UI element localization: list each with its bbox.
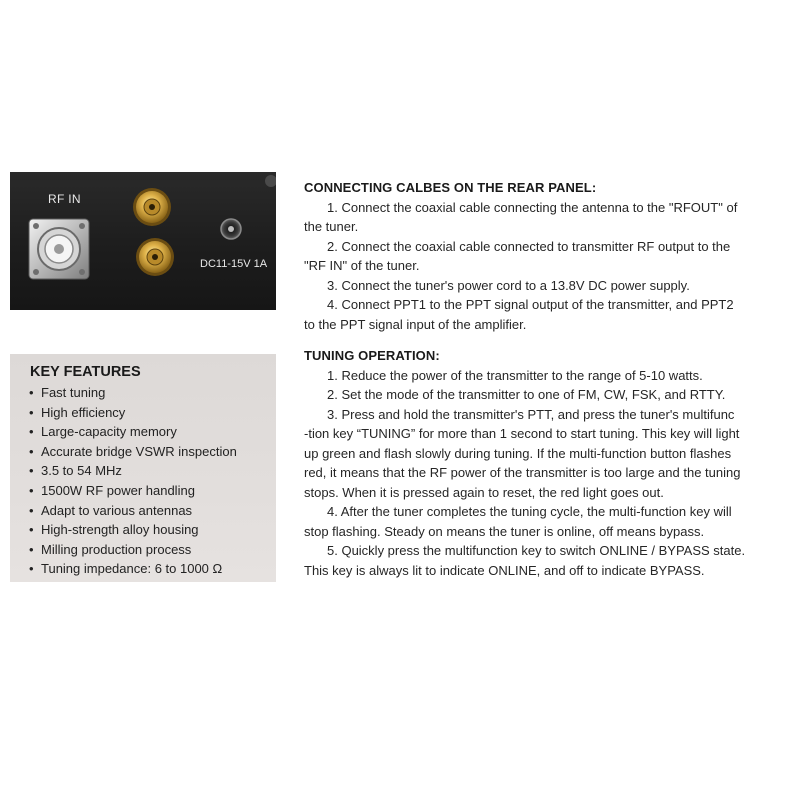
feature-item bbox=[28, 559, 237, 579]
feature-text: Accurate bridge VSWR inspection bbox=[41, 443, 237, 459]
feature-text: Tuning impedance: 6 to 1000 Ω bbox=[41, 561, 223, 577]
screw-icon bbox=[265, 175, 276, 187]
rear-panel-heading: CONNECTING CALBES ON THE REAR PANEL: bbox=[304, 180, 597, 195]
step-line: 3. Connect the tuner's power cord to a 13.8V DC power supply. bbox=[327, 277, 690, 293]
step-line: 2. Set the mode of the transmitter to one of FM, CW, FSK, and RTTY. bbox=[327, 387, 726, 402]
dc-power-jack-icon bbox=[221, 219, 241, 239]
bullet-icon: • bbox=[29, 404, 34, 420]
step-line: 2. Connect the coaxial cable connected to transmitter RF output to the bbox=[327, 238, 731, 254]
feature-text: 3.5 to 54 MHz bbox=[41, 463, 122, 479]
dc-rating-label: DC11-15V 1A bbox=[200, 258, 268, 270]
step-line: stops. When it is pressed again to reset, the red light goes out. bbox=[304, 484, 664, 500]
step-line: up green and flash slowly during tuning. If the multi-function button flashes bbox=[304, 445, 732, 461]
feature-item bbox=[28, 403, 237, 423]
step-line: red, it means that the RF power of the transmitter is too large and the tuning bbox=[304, 465, 741, 480]
feature-item bbox=[28, 461, 237, 481]
step-line: -tion key “TUNING” for more than 1 second to start tuning. This key will light bbox=[304, 426, 740, 441]
feature-text: High-strength alloy housing bbox=[41, 522, 199, 538]
rca-connector-top-icon bbox=[133, 188, 171, 226]
step-line: 5. Quickly press the multifunction key to switch ONLINE / BYPASS state. bbox=[327, 543, 746, 558]
feature-item bbox=[28, 383, 237, 403]
bullet-icon: • bbox=[29, 424, 34, 440]
bullet-icon: • bbox=[29, 443, 34, 459]
rear-panel-photo bbox=[10, 172, 276, 310]
bullet-icon: • bbox=[29, 541, 34, 557]
bullet-icon: • bbox=[29, 522, 34, 538]
tuning-operation-heading: TUNING OPERATION: bbox=[304, 348, 440, 363]
step-line: stop flashing. Steady on means the tuner is online, off means bypass. bbox=[304, 523, 705, 539]
instructions-column bbox=[304, 178, 780, 580]
rca-connector-bottom-icon bbox=[136, 238, 174, 276]
step-line: "RF IN" of the tuner. bbox=[304, 258, 420, 273]
bullet-icon: • bbox=[29, 463, 34, 479]
uhf-connector-icon bbox=[29, 219, 89, 279]
step-line: 1. Reduce the power of the transmitter to the range of 5-10 watts. bbox=[327, 367, 703, 383]
step-line: 4. After the tuner completes the tuning cycle, the multi-function key will bbox=[327, 504, 732, 519]
feature-text: 1500W RF power handling bbox=[41, 482, 195, 498]
step-line: 4. Connect PPT1 to the PPT signal output of the transmitter, and PPT2 bbox=[327, 297, 734, 312]
step-line: to the PPT signal input of the amplifier. bbox=[304, 316, 527, 332]
feature-text: Adapt to various antennas bbox=[41, 502, 193, 518]
feature-text: Large-capacity memory bbox=[41, 424, 177, 440]
bullet-icon: • bbox=[29, 502, 34, 518]
key-features-title: KEY FEATURES bbox=[30, 364, 141, 380]
rf-in-label: RF IN bbox=[48, 192, 81, 206]
feature-item bbox=[28, 442, 237, 462]
bullet-icon: • bbox=[29, 561, 34, 577]
feature-item bbox=[28, 501, 237, 521]
bullet-icon: • bbox=[29, 385, 34, 400]
feature-text: High efficiency bbox=[41, 404, 126, 420]
feature-text: Fast tuning bbox=[41, 385, 106, 400]
step-line: 1. Connect the coaxial cable connecting the antenna to the "RFOUT" of bbox=[327, 199, 738, 215]
step-line: the tuner. bbox=[304, 219, 359, 234]
feature-item bbox=[28, 520, 237, 540]
rear-panel-steps bbox=[304, 198, 780, 335]
key-features-box bbox=[10, 354, 276, 582]
key-features-list bbox=[28, 383, 237, 579]
feature-item bbox=[28, 540, 237, 560]
step-line: 3. Press and hold the transmitter's PTT, and press the tuner's multifunc bbox=[327, 406, 735, 422]
bullet-icon: • bbox=[29, 482, 34, 498]
feature-text: Milling production process bbox=[41, 541, 192, 557]
tuning-operation-steps bbox=[304, 366, 780, 581]
feature-item bbox=[28, 422, 237, 442]
step-line: This key is always lit to indicate ONLINE, and off to indicate BYPASS. bbox=[304, 562, 705, 578]
feature-item bbox=[28, 481, 237, 501]
